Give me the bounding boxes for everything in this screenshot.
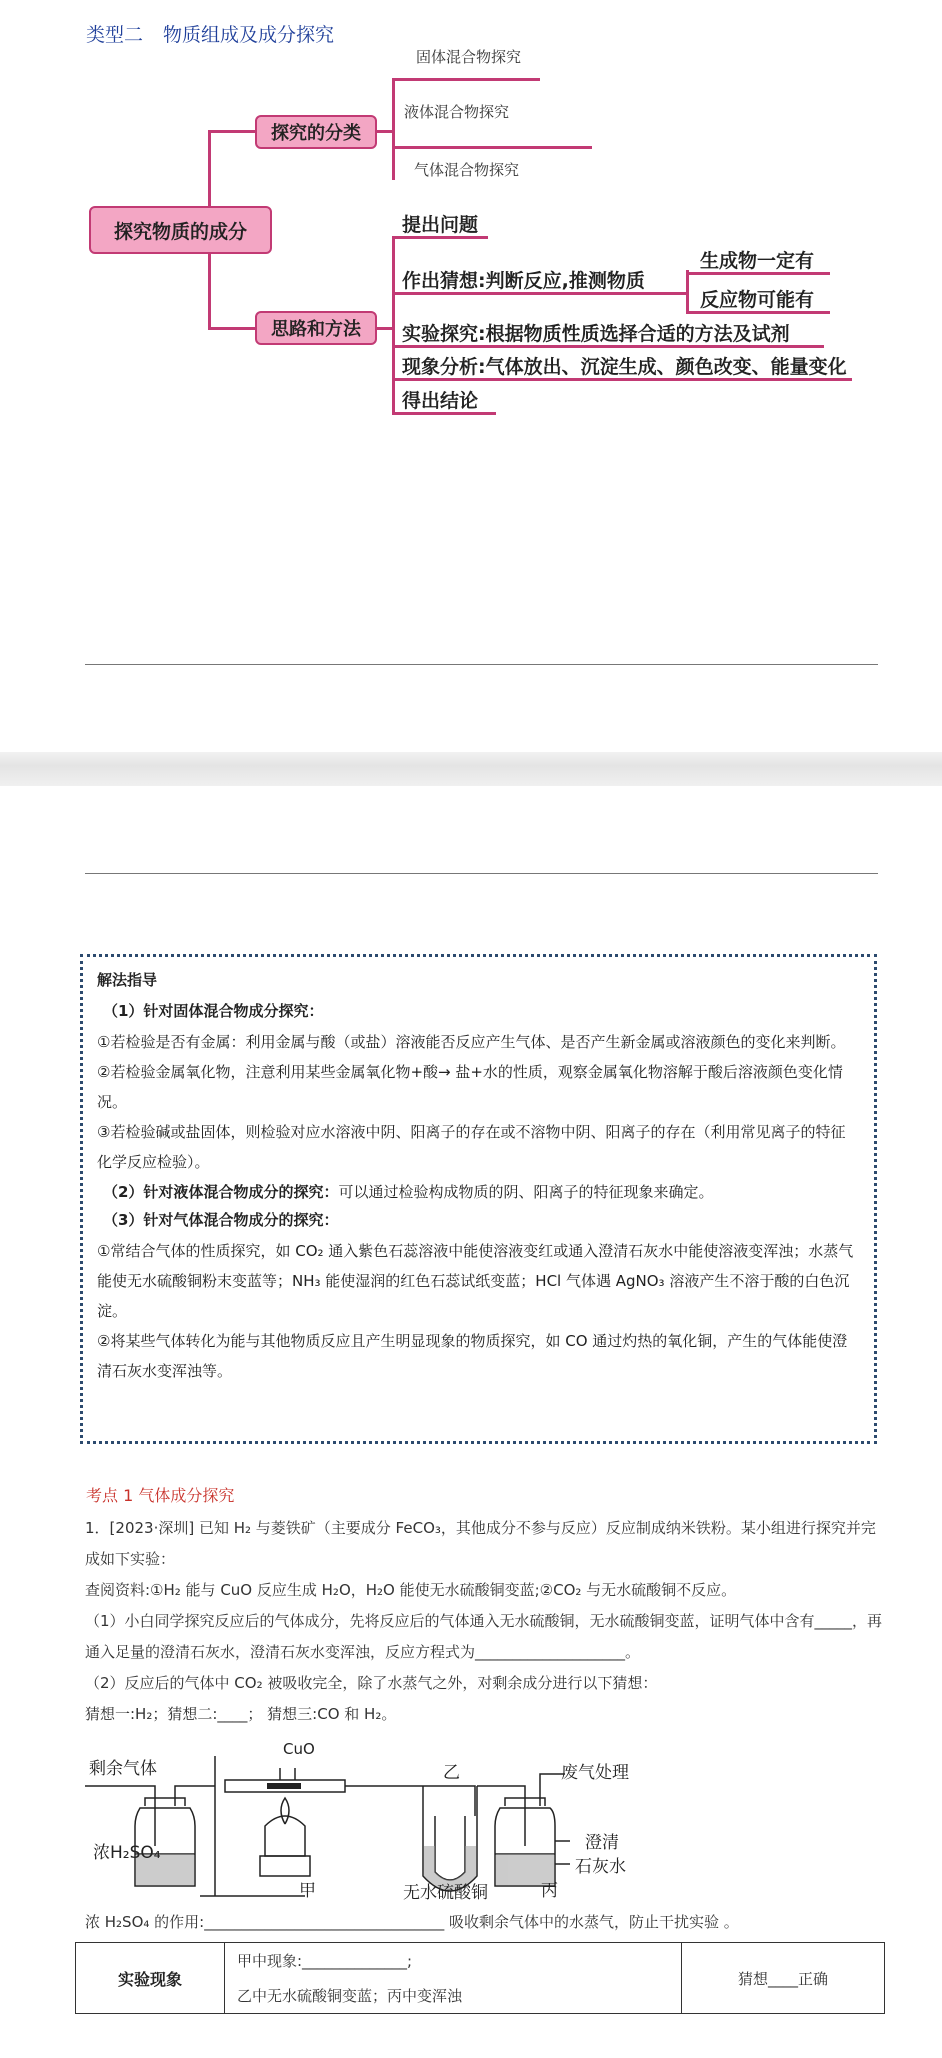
- label-yi: 乙: [443, 1763, 460, 1783]
- guide-solid-base-salt: ③若检验碱或盐固体，则检验对应水溶液中阴、阳离子的存在或不溶物中阴、阳离子的存在（利用常见离子的特征化学反应检验）。: [97, 1123, 846, 1171]
- step-analysis: 现象分析:气体放出、沉淀生成、颜色改变、能量变化: [402, 356, 847, 378]
- label-h2so4: 浓H₂SO₄: [93, 1843, 161, 1863]
- mindmap-method: 思路和方法: [255, 311, 377, 345]
- question-part-1: （1）小白同学探究反应后的气体成分，先将反应后的气体通入无水硫酸铜，无水硫酸铜变蓝，证明气体中含有_____，再通入足量的澄清石灰水，澄清石灰水变浑浊，反应方程式为____________________。: [85, 1612, 883, 1661]
- guide-liquid: [103, 1177, 860, 1207]
- section-title: [86, 20, 334, 47]
- guide-box: [80, 954, 877, 1444]
- guide-solid-metal: ①若检验是否有金属：利用金属与酸（或盐）溶液能否反应产生气体、是否产生新金属或溶液颜色的变化来判断。: [97, 1033, 846, 1051]
- classify-item-liquid: 液体混合物探究: [404, 103, 510, 121]
- mindmap-root: 探究物质的成分: [89, 206, 272, 254]
- page-2: [0, 786, 942, 2058]
- guide-liquid-text: 可以通过检验构成物质的阴、阳离子的特征现象来确定。: [338, 1183, 714, 1201]
- table-row-1: 甲中现象:______________;: [225, 1943, 682, 1979]
- classify-item-gas: 气体混合物探究: [414, 161, 520, 179]
- label-gas-in: 剩余气体: [89, 1759, 157, 1779]
- label-limewater-1: 澄清: [585, 1833, 619, 1853]
- step-conclusion: 得出结论: [402, 390, 479, 412]
- question-stem: 1．[2023·深圳] 已知 H₂ 与菱铁矿（主要成分 FeCO₃，其他成分不参与反应）反应制成纳米铁粉。某小组进行探究并完成如下实验：: [85, 1519, 876, 1568]
- question-guesses: 猜想一:H₂；猜想二:____； 猜想三:CO 和 H₂。: [85, 1705, 397, 1723]
- step-ask: 提出问题: [402, 214, 479, 236]
- guide-gas-properties: ①常结合气体的性质探究，如 CO₂ 通入紫色石蕊溶液中能使溶液变红或通入澄清石灰水中能使溶液变浑浊；水蒸气能使无水硫酸铜粉末变蓝等；NH₃ 能使湿润的红色石蕊试纸变蓝；HCl 气体遇 AgNO₃ 溶液产生不溶于酸的白色沉淀。: [97, 1242, 854, 1320]
- table-right: 猜想____正确: [682, 1943, 885, 2014]
- guide-solid-heading: （1）针对固体混合物成分探究：: [103, 1002, 324, 1020]
- classify-item-solid: 固体混合物探究: [416, 48, 522, 66]
- page-2-top-rule: [85, 873, 878, 874]
- mindmap-classify: 探究的分类: [255, 115, 377, 149]
- label-cuso4: 无水硫酸铜: [403, 1883, 488, 1903]
- guide-gas-heading: （3）针对气体混合物成分的探究：: [103, 1211, 339, 1229]
- page-gap: [0, 752, 942, 786]
- table-head: 实验现象: [76, 1943, 225, 2014]
- apparatus-diagram: [85, 1740, 685, 1906]
- label-jia: 甲: [299, 1881, 316, 1901]
- section-name: 物质组成及成分探究: [163, 24, 335, 46]
- label-bing: 丙: [541, 1881, 558, 1901]
- guide-gas-conversion: ②将某些气体转化为能与其他物质反应且产生明显现象的物质探究，如 CO 通过灼热的氧化铜，产生的气体能使澄清石灰水变浑浊等。: [97, 1332, 848, 1380]
- page-1: [0, 0, 942, 752]
- step-guess-product: 生成物一定有: [700, 250, 815, 272]
- label-limewater-2: 石灰水: [575, 1857, 626, 1877]
- step-experiment: 实验探究:根据物质性质选择合适的方法及试剂: [402, 323, 790, 345]
- section-type: 类型二: [86, 24, 144, 46]
- question-part-2: （2）反应后的气体中 CO₂ 被吸收完全，除了水蒸气之外，对剩余成分进行以下猜想：: [85, 1674, 658, 1692]
- guide-solid-oxide: ②若检验金属氧化物，注意利用某些金属氧化物+酸→ 盐+水的性质，观察金属氧化物溶解于酸后溶液颜色变化情况。: [97, 1063, 843, 1111]
- guide-liquid-heading: （2）针对液体混合物成分的探究：: [103, 1183, 339, 1201]
- table-row-2: 乙中无水硫酸铜变蓝；丙中变浑浊: [225, 1978, 682, 2014]
- page-1-bottom-rule: [85, 664, 878, 665]
- guide-title: 解法指导: [97, 971, 158, 989]
- result-table: [75, 1942, 885, 2014]
- label-waste: 废气处理: [561, 1763, 629, 1783]
- label-cuo: CuO: [283, 1740, 315, 1758]
- kaodian-title: 考点 1 气体成分探究: [86, 1486, 235, 1505]
- question-reference: 查阅资料:①H₂ 能与 CuO 反应生成 H₂O，H₂O 能使无水硫酸铜变蓝;②CO₂ 与无水硫酸铜不反应。: [85, 1581, 737, 1599]
- question-h2so4-role: 浓 H₂SO₄ 的作用:________________________________ 吸收剩余气体中的水蒸气，防止干扰实验 。: [85, 1913, 739, 1931]
- step-guess: 作出猜想:判断反应,推测物质: [402, 270, 645, 292]
- step-guess-reactant: 反应物可能有: [700, 289, 815, 311]
